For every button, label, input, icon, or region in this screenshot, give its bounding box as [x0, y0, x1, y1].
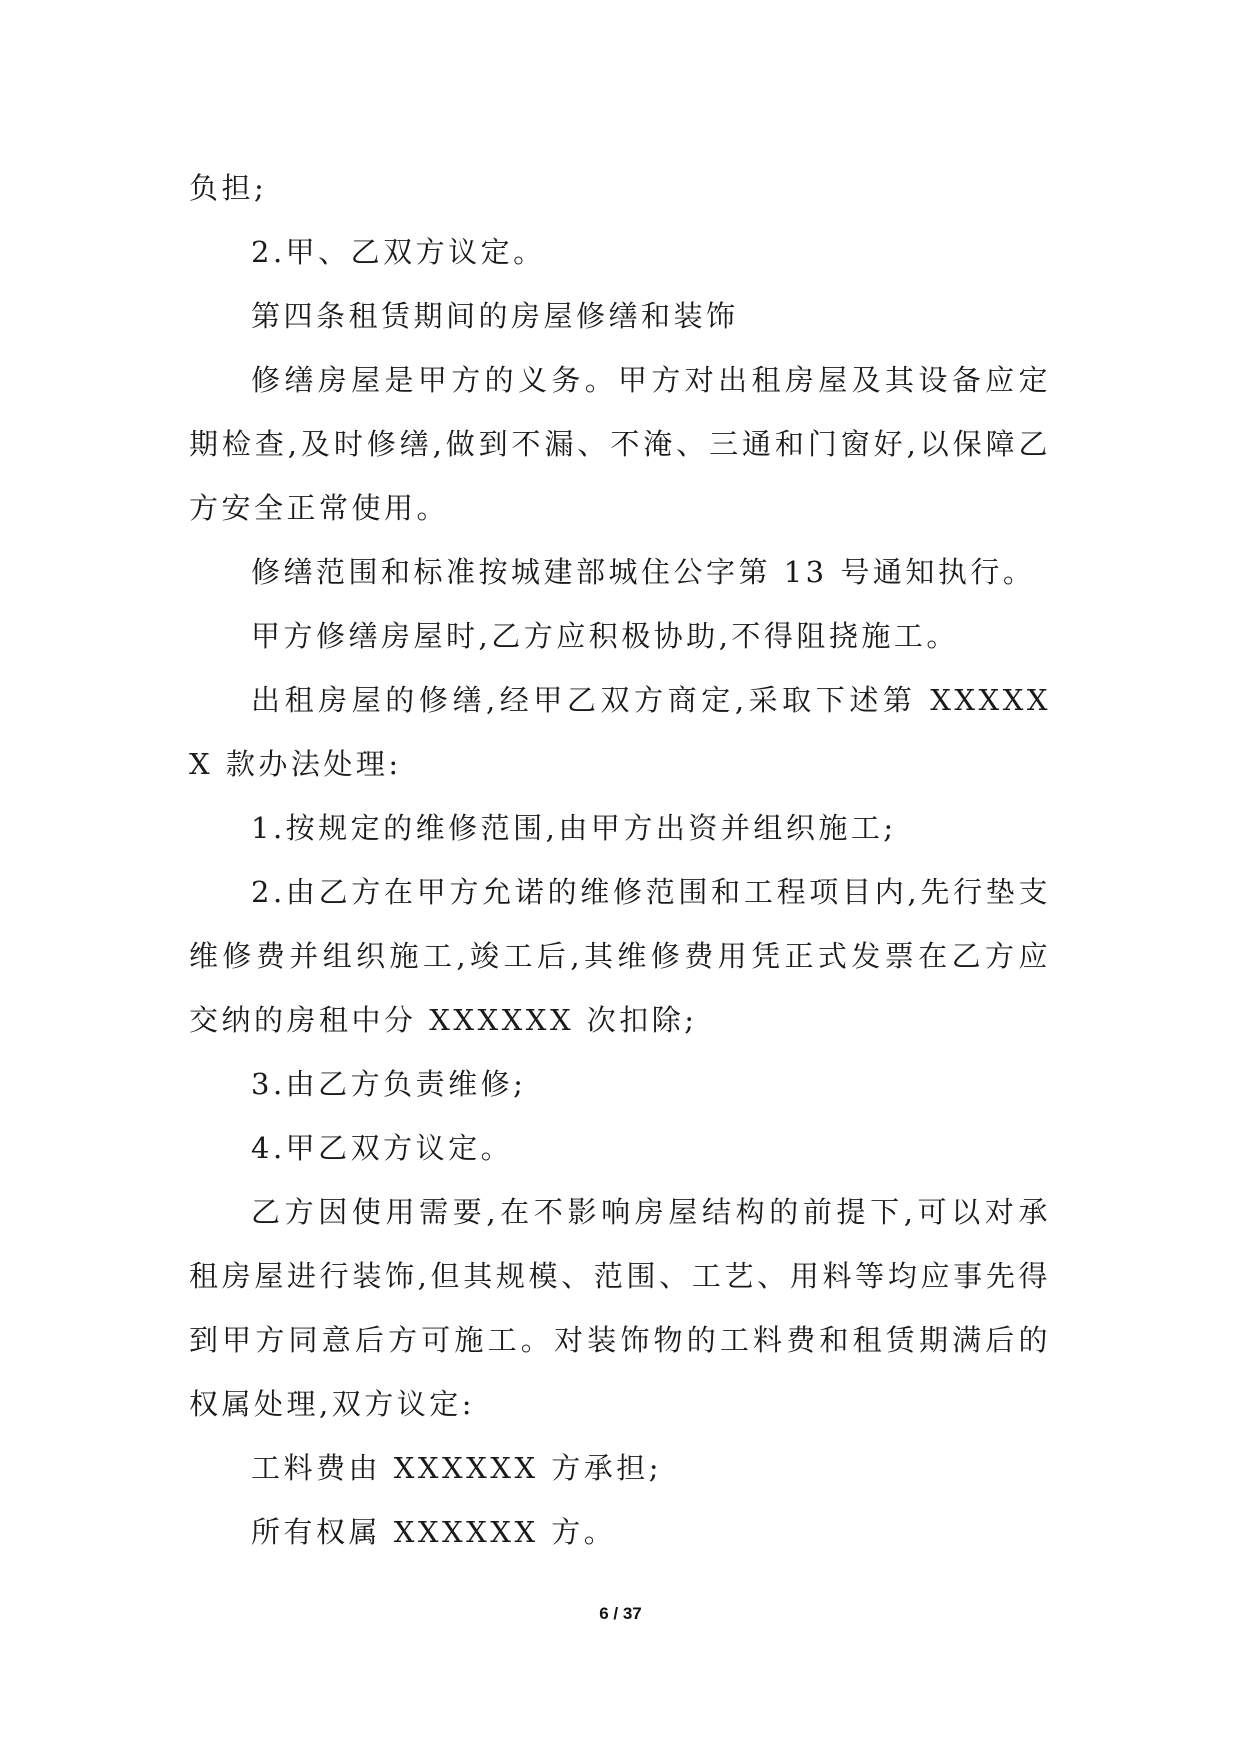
paragraph: 负担;	[189, 171, 268, 205]
paragraph: 乙方因使用需要,在不影响房屋结构的前提下,可以对承租房屋进行装饰,但其规模、范围、工艺、用料等均应事先得到甲方同意后方可施工。对装饰物的工料费和租赁期满后的权属处理,双方议定:	[189, 1195, 1051, 1421]
section-heading: 第四条租赁期间的房屋修缮和装饰	[251, 299, 739, 333]
paragraph: 工料费由 XXXXXX 方承担;	[251, 1451, 663, 1485]
list-item: 3.由乙方负责维修;	[251, 1067, 527, 1101]
paragraph: 修缮房屋是甲方的义务。甲方对出租房屋及其设备应定期检查,及时修缮,做到不漏、不淹、三通和门窗好,以保障乙方安全正常使用。	[189, 363, 1051, 525]
list-item: 2.由乙方在甲方允诺的维修范围和工程项目内,先行垫支维修费并组织施工,竣工后,其维修费用凭正式发票在乙方应交纳的房租中分 XXXXXX 次扣除;	[189, 875, 1051, 1037]
paragraph: 修缮范围和标准按城建部城住公字第 13 号通知执行。	[251, 555, 1036, 589]
document-body	[189, 156, 1051, 1564]
paragraph: 所有权属 XXXXXX 方。	[251, 1515, 617, 1549]
paragraph: 2.甲、乙双方议定。	[251, 235, 546, 269]
paragraph: 出租房屋的修缮,经甲乙双方商定,采取下述第 XXXXXX 款办法处理:	[189, 683, 1051, 781]
list-item: 1.按规定的维修范围,由甲方出资并组织施工;	[251, 811, 897, 845]
paragraph: 甲方修缮房屋时,乙方应积极协助,不得阻挠施工。	[251, 619, 959, 653]
page-number: 6 / 37	[599, 1604, 642, 1623]
list-item: 4.甲乙双方议定。	[251, 1131, 514, 1165]
